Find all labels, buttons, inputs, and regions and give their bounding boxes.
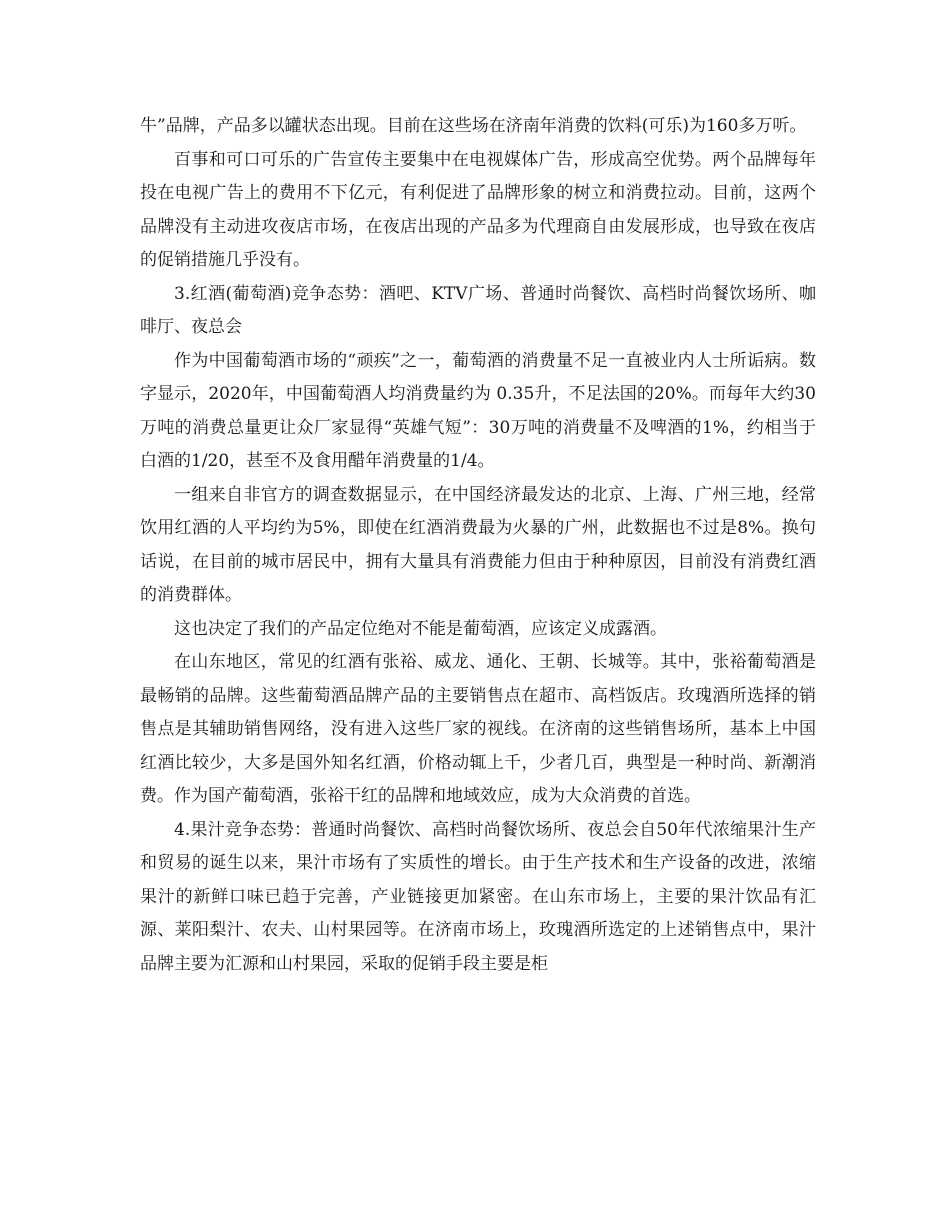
paragraph-2: 百事和可口可乐的广告宣传主要集中在电视媒体广告，形成高空优势。两个品牌每年投在电视广告上的费用不下亿元，有利促进了品牌形象的树立和消费拉动。目前，这两个品牌没有主动进攻夜店市场，在夜店出现的产品多为代理商自由发展形成，也导致在夜店的促销措施几乎没有。 bbox=[140, 149, 816, 270]
paragraph-4: 作为中国葡萄酒市场的“顽疾”之一，葡萄酒的消费量不足一直被业内人士所诟病。数字显示，2020年，中国葡萄酒人均消费量约为 0.35升，不足法国的20%。而每年大约30万吨的消费总量更让众厂家显得“英雄气短”：30万吨的消费量不及啤酒的1%，约相当于白酒的1/20，甚至不及食用醋年消费量的1/4。 bbox=[140, 350, 816, 471]
paragraph-5: 一组来自非官方的调查数据显示，在中国经济最发达的北京、上海、广州三地，经常饮用红酒的人平均约为5%，即使在红酒消费最为火暴的广州，此数据也不过是8%。换句话说，在目前的城市居民中，拥有大量具有消费能力但由于种种原因，目前没有消费红酒的消费群体。 bbox=[140, 484, 816, 605]
document-body bbox=[140, 110, 816, 981]
paragraph-1: 牛”品牌，产品多以罐状态出现。目前在这些场在济南年消费的饮料(可乐)为160多万听。 bbox=[140, 116, 807, 136]
paragraph-8-heading: 4.果汁竞争态势：普通时尚餐饮、高档时尚餐饮场所、夜总会自50年代浓缩果汁生产和贸易的诞生以来，果汁市场有了实质性的增长。由于生产技术和生产设备的改进，浓缩果汁的新鲜口味已趋于完善，产业链接更加紧密。在山东市场上，主要的果汁饮品有汇源、莱阳梨汁、农夫、山村果园等。在济南市场上，玫瑰酒所选定的上述销售点中，果汁品牌主要为汇源和山村果园，采取的促销手段主要是柜 bbox=[140, 819, 816, 974]
paragraph-3-heading: 3.红酒(葡萄酒)竞争态势：酒吧、KTV广场、普通时尚餐饮、高档时尚餐饮场所、咖啡厅、夜总会 bbox=[140, 283, 816, 337]
paragraph-7: 在山东地区，常见的红酒有张裕、威龙、通化、王朝、长城等。其中，张裕葡萄酒是最畅销的品牌。这些葡萄酒品牌产品的主要销售点在超市、高档饭店。玫瑰酒所选择的销售点是其辅助销售网络，没有进入这些厂家的视线。在济南的这些销售场所，基本上中国红酒比较少，大多是国外知名红酒，价格动辄上千，少者几百，典型是一种时尚、新潮消费。作为国产葡萄酒，张裕干红的品牌和地域效应，成为大众消费的首选。 bbox=[140, 652, 816, 806]
paragraph-6: 这也决定了我们的产品定位绝对不能是葡萄酒，应该定义成露酒。 bbox=[174, 618, 667, 639]
